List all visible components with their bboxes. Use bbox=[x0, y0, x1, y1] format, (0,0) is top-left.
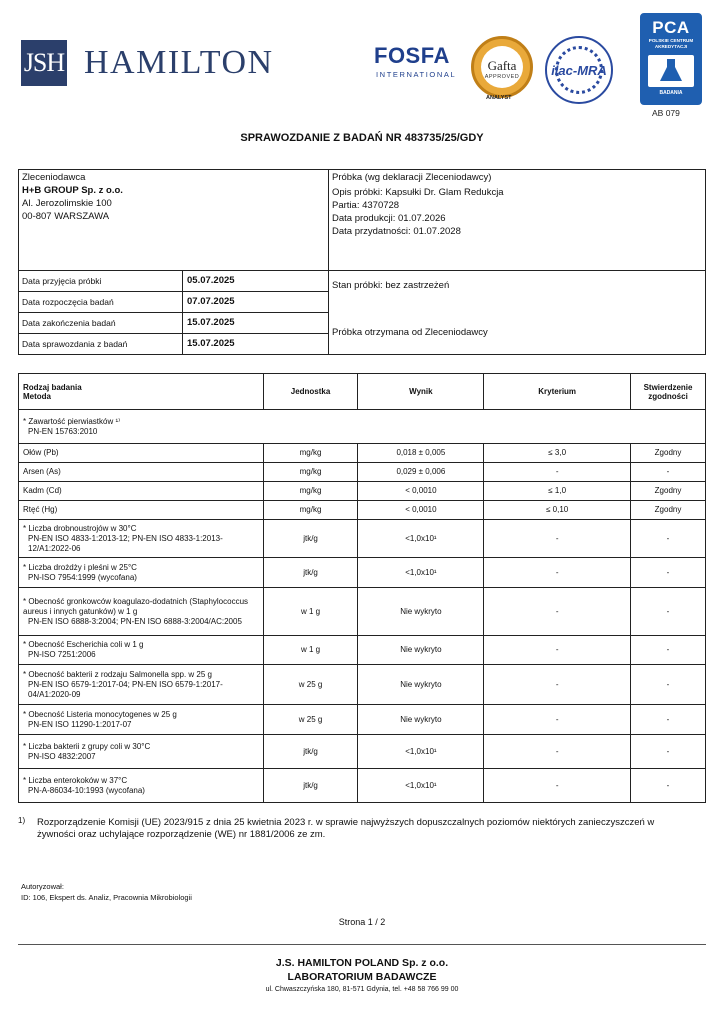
hamilton-logo-text: HAMILTON bbox=[84, 44, 274, 81]
table-row bbox=[19, 520, 706, 558]
test-name: * Obecność Listeria monocytogenes w 25 g PN-EN ISO 11290-1:2017-07 bbox=[19, 705, 264, 735]
test-name: * Obecność gronkowców koagulazo-dodatnich (Staphylococcus aureus i innych gatunków) w 1 g PN-EN ISO 6888-3:2004; PN-EN ISO 6888-3:2004/AC:2005 bbox=[19, 588, 264, 636]
unit-cell: mg/kg bbox=[263, 482, 358, 501]
test-name: * Liczba drobnoustrojów w 30°C PN-EN ISO 4833-1:2013-12; PN-EN ISO 4833-1:2013-12/A1:2022-06 bbox=[19, 520, 264, 558]
date-label: Data rozpoczęcia badań bbox=[22, 297, 114, 307]
conformity-cell: - bbox=[631, 558, 706, 588]
date-label: Data zakończenia badań bbox=[22, 318, 116, 328]
results-table bbox=[18, 373, 706, 803]
criterion-cell: ≤ 3,0 bbox=[484, 444, 631, 463]
result-cell: Nie wykryto bbox=[358, 636, 484, 665]
footer-lab: LABORATORIUM BADAWCZE bbox=[287, 971, 437, 983]
column-header-result: Wynik bbox=[358, 374, 484, 410]
table-header-row bbox=[19, 374, 706, 410]
unit-cell: w 25 g bbox=[263, 665, 358, 705]
criterion-cell: - bbox=[484, 463, 631, 482]
fosfa-logo: FOSFA bbox=[374, 43, 450, 68]
test-name: * Liczba enterokoków w 37°C PN-A-86034-10:1993 (wycofana) bbox=[19, 769, 264, 803]
pca-flask-icon bbox=[648, 55, 694, 87]
result-cell: Nie wykryto bbox=[358, 705, 484, 735]
criterion-cell: - bbox=[484, 665, 631, 705]
client-label: Zleceniodawca bbox=[22, 172, 86, 183]
sample-description: Opis próbki: Kapsułki Dr. Glam Redukcja bbox=[332, 187, 504, 198]
result-cell: Nie wykryto bbox=[358, 665, 484, 705]
gafta-seal-name: Gafta bbox=[487, 58, 517, 73]
result-cell: Nie wykryto bbox=[358, 588, 484, 636]
sample-received: Próbka otrzymana od Zleceniodawcy bbox=[332, 327, 488, 338]
sample-expiry-date: Data przydatności: 01.07.2028 bbox=[332, 226, 461, 237]
unit-cell: mg/kg bbox=[263, 444, 358, 463]
result-cell: 0,029 ± 0,006 bbox=[358, 463, 484, 482]
unit-cell: jtk/g bbox=[263, 520, 358, 558]
criterion-cell: ≤ 0,10 bbox=[484, 501, 631, 520]
authorized-label: Autoryzował: bbox=[21, 882, 64, 891]
unit-cell: jtk/g bbox=[263, 769, 358, 803]
test-name: * Liczba drożdży i pleśni w 25°C PN-ISO 7954:1999 (wycofana) bbox=[19, 558, 264, 588]
criterion-cell: - bbox=[484, 520, 631, 558]
column-header-unit: Jednostka bbox=[263, 374, 358, 410]
date-value: 15.07.2025 bbox=[187, 317, 235, 328]
unit-cell: w 1 g bbox=[263, 588, 358, 636]
group-cell: * Zawartość pierwiastków ¹⁾ PN-EN 15763:2010 bbox=[19, 410, 706, 444]
ilac-mra-text: ilac-MRA bbox=[551, 63, 607, 78]
date-value: 15.07.2025 bbox=[187, 338, 235, 349]
pca-logo-subtitle: POLSKIE CENTRUM AKREDYTACJI bbox=[648, 38, 694, 49]
table-row bbox=[19, 588, 706, 636]
table-row bbox=[19, 501, 706, 520]
date-label: Data przyjęcia próbki bbox=[22, 276, 102, 286]
result-cell: < 0,0010 bbox=[358, 482, 484, 501]
table-row bbox=[19, 558, 706, 588]
report-title: SPRAWOZDANIE Z BADAŃ NR 483735/25/GDY bbox=[240, 132, 484, 144]
table-row bbox=[19, 444, 706, 463]
pca-accreditation-logo bbox=[640, 13, 702, 105]
test-name: Ołów (Pb) bbox=[19, 444, 264, 463]
unit-cell: mg/kg bbox=[263, 501, 358, 520]
test-name: Kadm (Cd) bbox=[19, 482, 264, 501]
column-header-criterion: Kryterium bbox=[484, 374, 631, 410]
footer-divider bbox=[18, 944, 706, 945]
pca-logo-badania: BADANIA bbox=[659, 90, 683, 96]
conformity-cell: - bbox=[631, 769, 706, 803]
table-row-group bbox=[19, 410, 706, 444]
gafta-analyst-label: ANALYST bbox=[486, 95, 512, 101]
conformity-cell: - bbox=[631, 665, 706, 705]
footnote-text: Rozporządzenie Komisji (UE) 2023/915 z dnia 25 kwietnia 2023 r. w sprawie najwyższych dopuszczalnych poziomów niektórych zanieczyszczeń w żywności oraz uchylające rozporządzenie (WE) nr 1881/2006 ze zm. bbox=[37, 817, 655, 840]
accreditation-number: AB 079 bbox=[652, 108, 680, 118]
gafta-seal-approved: APPROVED bbox=[484, 74, 520, 80]
table-row bbox=[19, 482, 706, 501]
result-cell: <1,0x10¹ bbox=[358, 520, 484, 558]
conformity-cell: - bbox=[631, 520, 706, 558]
criterion-cell: - bbox=[484, 735, 631, 769]
table-row bbox=[19, 636, 706, 665]
ilac-mra-seal bbox=[545, 36, 613, 104]
conformity-cell: - bbox=[631, 636, 706, 665]
result-cell: <1,0x10¹ bbox=[358, 735, 484, 769]
criterion-cell: - bbox=[484, 558, 631, 588]
test-name: Arsen (As) bbox=[19, 463, 264, 482]
unit-cell: w 25 g bbox=[263, 705, 358, 735]
table-row bbox=[19, 705, 706, 735]
unit-cell: mg/kg bbox=[263, 463, 358, 482]
criterion-cell: - bbox=[484, 588, 631, 636]
gafta-approved-seal bbox=[471, 36, 533, 98]
criterion-cell: - bbox=[484, 705, 631, 735]
column-header-test: Rodzaj badania Metoda bbox=[19, 374, 264, 410]
table-row bbox=[19, 735, 706, 769]
result-cell: <1,0x10¹ bbox=[358, 558, 484, 588]
conformity-cell: Zgodny bbox=[631, 501, 706, 520]
footer-company: J.S. HAMILTON POLAND Sp. z o.o. bbox=[275, 957, 449, 969]
unit-cell: jtk/g bbox=[263, 558, 358, 588]
test-name: Rtęć (Hg) bbox=[19, 501, 264, 520]
criterion-cell: - bbox=[484, 636, 631, 665]
unit-cell: w 1 g bbox=[263, 636, 358, 665]
footnote-marker: 1) bbox=[18, 816, 26, 825]
conformity-cell: - bbox=[631, 705, 706, 735]
conformity-cell: - bbox=[631, 588, 706, 636]
test-name: * Obecność bakterii z rodzaju Salmonella spp. w 25 g PN-EN ISO 6579-1:2017-04; PN-EN ISO 6579-1:2017-04/A1:2020-09 bbox=[19, 665, 264, 705]
fosfa-logo-subtitle: INTERNATIONAL bbox=[376, 70, 457, 79]
table-row bbox=[19, 463, 706, 482]
hamilton-monogram-logo: JSH bbox=[21, 40, 67, 86]
sample-production-date: Data produkcji: 01.07.2026 bbox=[332, 213, 446, 224]
date-value: 07.07.2025 bbox=[187, 296, 235, 307]
table-row bbox=[19, 769, 706, 803]
unit-cell: jtk/g bbox=[263, 735, 358, 769]
criterion-cell: - bbox=[484, 769, 631, 803]
report-info-box bbox=[18, 169, 706, 355]
column-header-conformity: Stwierdzenie zgodności bbox=[631, 374, 706, 410]
conformity-cell: Zgodny bbox=[631, 482, 706, 501]
test-name: * Liczba bakterii z grupy coli w 30°C PN-ISO 4832:2007 bbox=[19, 735, 264, 769]
sample-batch: Partia: 4370728 bbox=[332, 200, 400, 211]
client-city: 00-807 WARSZAWA bbox=[22, 211, 110, 222]
table-row bbox=[19, 665, 706, 705]
conformity-cell: - bbox=[631, 735, 706, 769]
page-number: Strona 1 / 2 bbox=[338, 917, 386, 927]
sample-label: Próbka (wg deklaracji Zleceniodawcy) bbox=[332, 172, 492, 183]
result-cell: < 0,0010 bbox=[358, 501, 484, 520]
client-name: H+B GROUP Sp. z o.o. bbox=[22, 185, 123, 196]
pca-logo-title: PCA bbox=[652, 18, 690, 37]
date-value: 05.07.2025 bbox=[187, 275, 235, 286]
conformity-cell: - bbox=[631, 463, 706, 482]
criterion-cell: ≤ 1,0 bbox=[484, 482, 631, 501]
authorized-by: ID: 106, Ekspert ds. Analiz, Pracownia Mikrobiologii bbox=[21, 893, 192, 902]
test-name: * Obecność Escherichia coli w 1 g PN-ISO 7251:2006 bbox=[19, 636, 264, 665]
result-cell: 0,018 ± 0,005 bbox=[358, 444, 484, 463]
result-cell: <1,0x10¹ bbox=[358, 769, 484, 803]
date-label: Data sprawozdania z badań bbox=[22, 339, 128, 349]
sample-state: Stan próbki: bez zastrzeżeń bbox=[332, 280, 450, 291]
conformity-cell: Zgodny bbox=[631, 444, 706, 463]
client-street: Al. Jerozolimskie 100 bbox=[22, 198, 112, 209]
footer-address: ul. Chwaszczyńska 180, 81-571 Gdynia, tel. +48 58 766 99 00 bbox=[265, 986, 459, 993]
